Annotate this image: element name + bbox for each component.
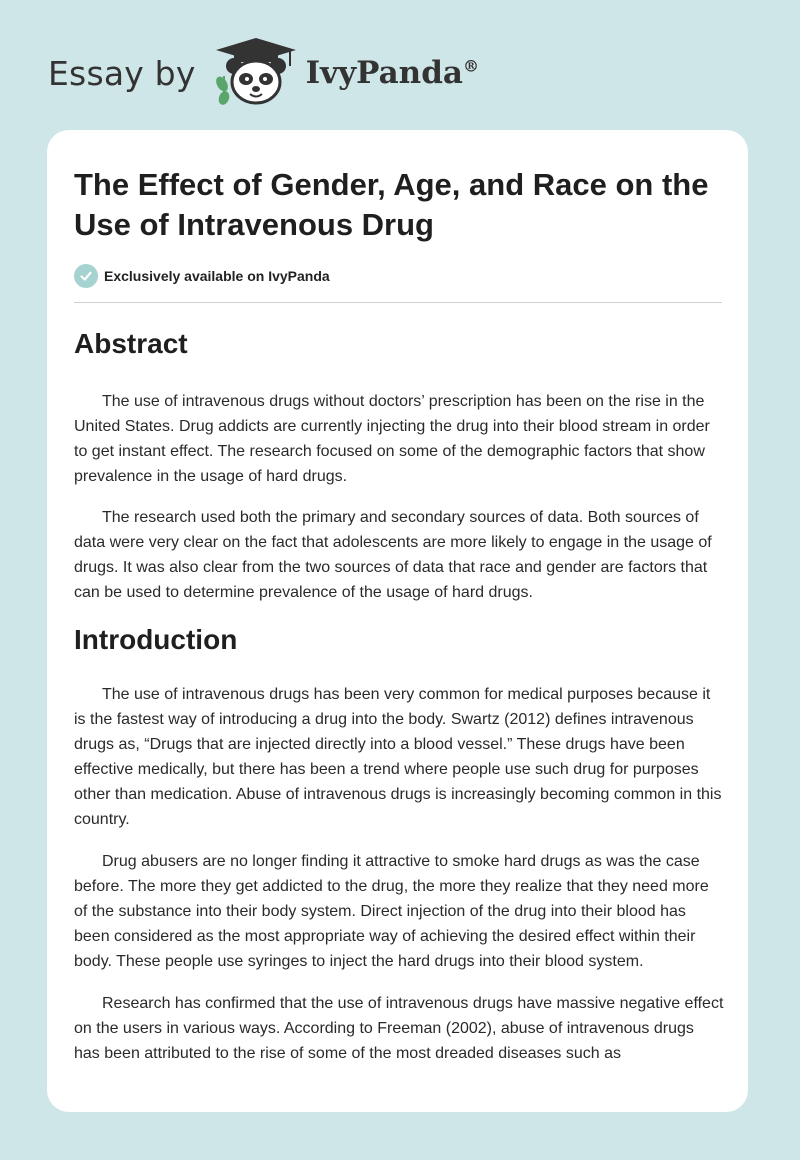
abstract-paragraph-1: The use of intravenous drugs without doctors’ prescription has been on the rise in the United States. Drug addicts are currently injecting the drug into their blood stream in order to get instant effect. The research focused on some of the demographic factors that show prevalence in the usage of hard drugs.: [74, 393, 710, 485]
introduction-paragraph-3: Research has confirmed that the use of intravenous drugs have massive negative effect on the users in various ways. According to Freeman (2002), abuse of intravenous drugs has been attributed to the rise of some of the most dreaded diseases such as: [74, 995, 724, 1062]
brand-logo[interactable]: [48, 38, 479, 108]
registered-mark: ®: [462, 56, 479, 76]
section-heading-abstract: Abstract: [74, 328, 188, 359]
introduction-paragraph-2: Drug abusers are no longer finding it attractive to smoke hard drugs as was the case before. The more they get addicted to the drug, the more they realize that they need more of the substance into their body system. Direct injection of the drug into their blood has been considered as the most appropriate way of achieving the desired effect within their body. These people use syringes to inject the hard drugs into their blood system.: [74, 853, 709, 970]
essay-body: [74, 322, 724, 1066]
page-title: The Effect of Gender, Age, and Race on the Use of Intravenous Drug: [74, 167, 709, 242]
site-header: [0, 0, 800, 130]
abstract-paragraph-2: The research used both the primary and secondary sources of data. Both sources of data were very clear on the fact that adolescents are more likely to engage in the usage of drugs. It was also clear from the two sources of data that race and gender are factors that can be used to determine prevalence of the usage of hard drugs.: [74, 509, 712, 601]
essay-card: [47, 130, 748, 1112]
panda-graduation-cap-icon: [210, 36, 302, 106]
introduction-paragraph-1: The use of intravenous drugs has been very common for medical purposes because it is the fastest way of introducing a drug into the body. Swartz (2012) defines intravenous drugs as, “Drugs that are injected directly into a blood vessel.” These drugs have been effective medically, but there has been a trend where people use such drug for purposes other than medication. Abuse of intravenous drugs is increasingly becoming common in this country.: [74, 686, 722, 828]
brand-name: IvyPanda®: [305, 55, 479, 91]
exclusive-badge: [74, 264, 330, 288]
section-heading-introduction: Introduction: [74, 624, 238, 655]
divider: [74, 302, 722, 303]
essay-by-label: Essay by: [48, 53, 196, 93]
badge-label: Exclusively available on IvyPanda: [104, 268, 330, 284]
check-icon: [74, 264, 98, 288]
